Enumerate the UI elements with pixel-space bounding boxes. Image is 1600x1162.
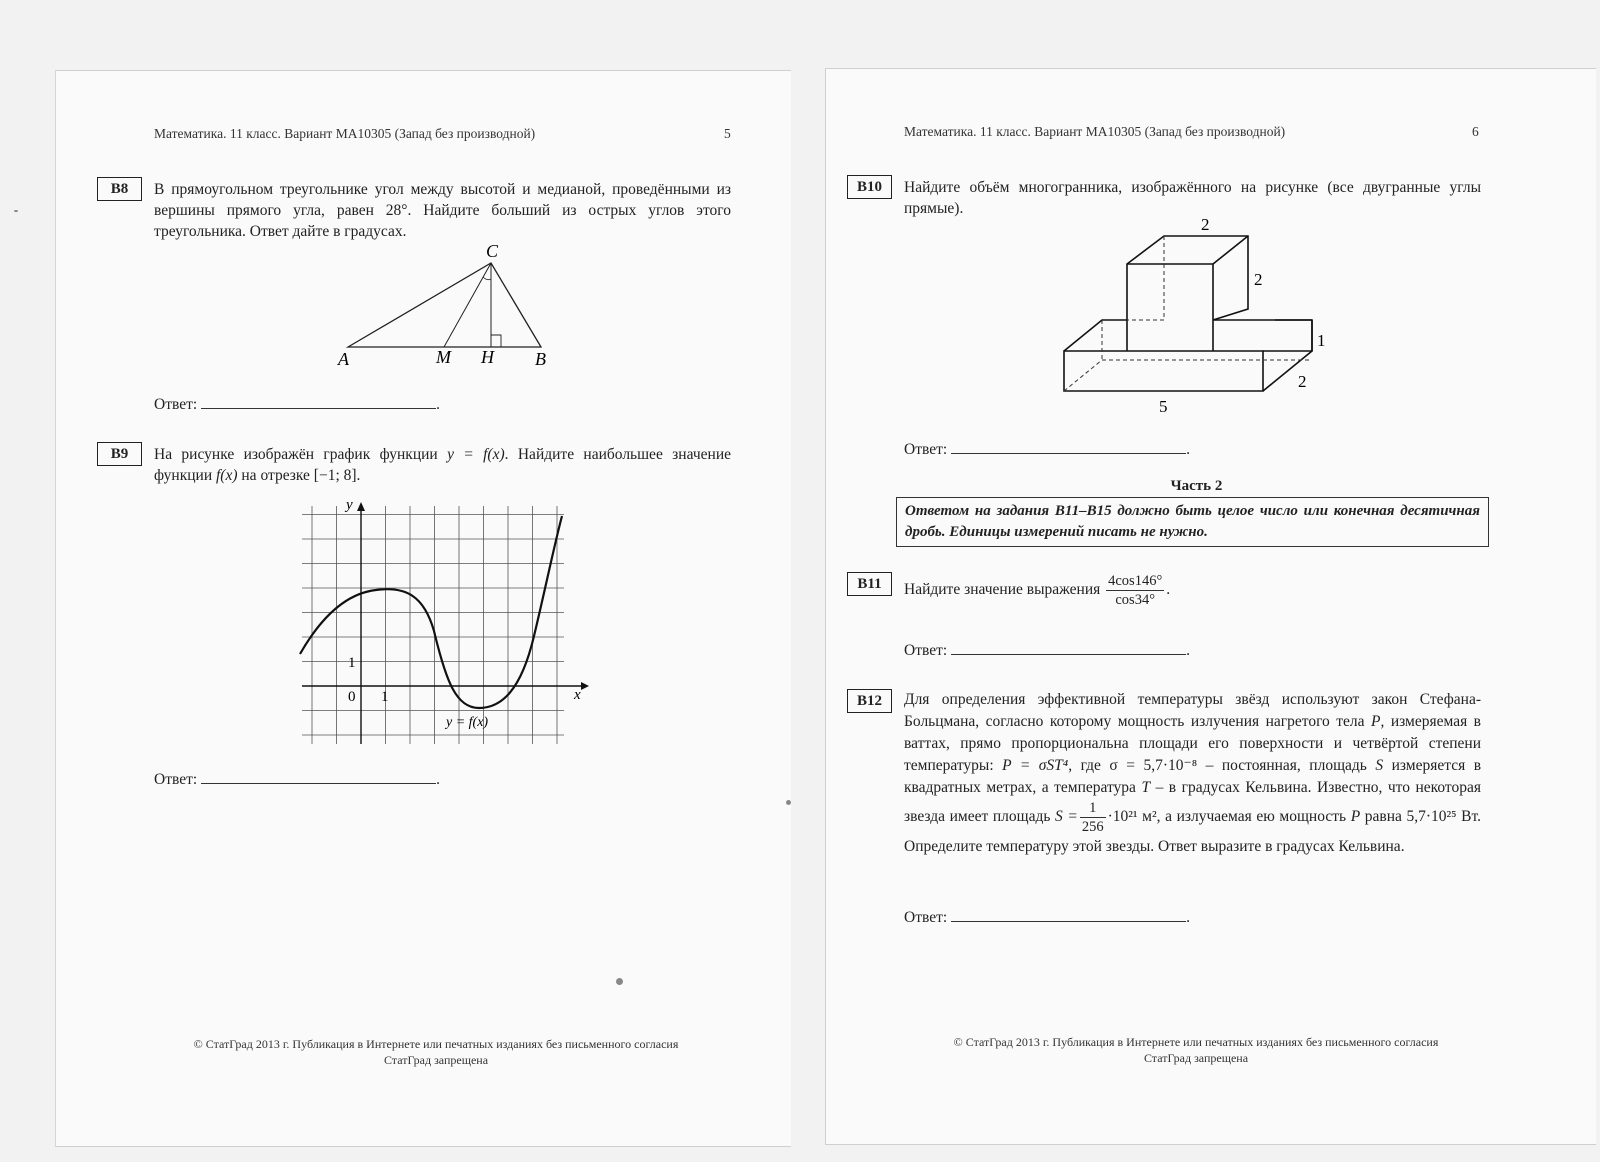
left-footer [136,1036,736,1068]
b11-answer: Ответ: . [904,642,1191,659]
b9-text-1: На рисунке изображён график функции [154,446,438,463]
b9-answer-label: Ответ: [154,771,198,788]
b11-tag: B11 [847,572,892,596]
left-page [55,70,791,1147]
left-footer-line1: © СтатГрад 2013 г. Публикация в Интернете или печатных изданиях без письменного согласия [193,1037,679,1051]
b9-fx: f(x) [216,467,238,484]
b8-answer-field[interactable] [201,394,436,409]
b9-answer: Ответ: . [154,771,441,788]
label-h: H [481,347,494,367]
b9-text-3: на отрезке [241,467,310,484]
b8-tag: B8 [97,177,142,201]
b10-answer-field[interactable] [951,439,1186,454]
b12-var-p: P [1371,713,1381,730]
dim-depth: 2 [1298,372,1307,391]
b12-text [904,689,1481,858]
label-c: C [486,241,499,261]
scan-speck [786,800,791,805]
b11-answer-field[interactable] [951,640,1186,655]
b11-numerator: 4cos146° [1108,573,1163,589]
b10-answer: Ответ: . [904,441,1191,458]
b11-answer-label: Ответ: [904,642,948,659]
part2-title: Часть 2 [1170,478,1223,494]
b12-tag: B12 [847,689,892,713]
y-axis-arrow [357,502,365,511]
b10-answer-label: Ответ: [904,441,948,458]
b12-p7: равна 5,7·10²⁵ Вт. Определите температуру этой звезды. Ответ выразите в градусах Кельвина. [904,808,1482,855]
right-footer-line2: СтатГрад запрещена [1143,1051,1249,1065]
b12-p1: Для определения эффективной температуры звёзд используют закон Стефана-Больцмана, согласно которому мощность излучения нагретого тела [904,691,1481,730]
dim-top: 2 [1201,215,1210,234]
polyhedron-hidden-edges [1064,236,1312,391]
label-m: M [436,347,451,367]
b12-var-p2: P [1350,808,1361,826]
part2-note: Ответом на задания В11–В15 должно быть целое число или конечная десятичная дробь. Единицы измерений писать не нужно. [896,497,1489,547]
b12-var-s: S [1375,757,1384,774]
right-angle-mark [491,335,501,347]
right-page-header: Математика. 11 класс. Вариант МА10305 (Запад без производной) [904,124,1286,139]
function-curve [300,516,562,708]
dim-length: 5 [1159,397,1168,416]
b8-triangle-figure [336,241,576,371]
b10-polyhedron-figure [1051,214,1341,419]
b9-answer-field[interactable] [201,769,436,784]
b11-denominator: cos34° [1115,592,1156,608]
b9-func: y = f(x) [447,446,505,463]
b10-text: Найдите объём многогранника, изображённого на рисунке (все двугранные углы прямые). [904,179,1481,217]
left-footer-line2: СтатГрад запрещена [383,1053,489,1067]
b9-tag: B9 [97,442,142,466]
polyhedron-edges [1064,236,1312,391]
right-page [825,68,1596,1145]
b9-interval: [−1; 8] [313,467,357,484]
b12-answer: Ответ: . [904,909,1191,926]
angle-arc [483,277,491,280]
b12-p3: , где σ = 5,7·10⁻⁸ – постоянная, площадь [1068,757,1367,774]
b12-s-rest: ·10²¹ м², а [1107,808,1172,826]
curve-label: y = f(x) [446,715,489,730]
origin-label: 0 [348,689,356,705]
b8-answer-label: Ответ: [154,396,198,413]
dim-height-lower: 1 [1317,331,1326,350]
b10-tag: B10 [847,175,892,199]
triangle-abc [348,263,541,347]
b12-s-num: 1 [1080,799,1106,818]
right-footer [896,1034,1496,1066]
b12-p6: излучаемая ею мощность [1176,808,1347,826]
x-axis-arrow [581,682,589,690]
b11-end: . [1166,581,1171,599]
median-cm [444,263,491,347]
b9-text-2: . Найдите наибольшее значение функции [154,446,731,484]
dim-height-upper: 2 [1254,270,1263,289]
b12-answer-field[interactable] [951,907,1186,922]
unit-x-label: 1 [381,689,389,705]
b12-var-t: T [1141,779,1151,796]
b11-fraction [1106,572,1164,609]
b9-text [154,444,731,486]
b12-answer-label: Ответ: [904,909,948,926]
x-axis-label: x [574,687,581,703]
b12-p2: , измеряемая в ваттах, прямо пропорциональна площади его поверхности и четвёртой степени температуры: [904,713,1481,774]
y-axis-label: y [346,497,353,513]
b11-text-label: Найдите значение выражения [904,581,1101,599]
b9-graph [296,496,596,751]
b12-p4: измеряется в квадратных метрах, а температура [904,757,1482,796]
right-footer-line1: © СтатГрад 2013 г. Публикация в Интернете или печатных изданиях без письменного согласия [953,1035,1439,1049]
scan-speck [616,978,623,985]
b12-formula: P = σST⁴ [1002,757,1069,774]
b12-s-fraction [1080,799,1106,836]
b8-text: В прямоугольном треугольнике угол между высотой и медианой, проведёнными из вершины прямого угла, равен 28°. Найдите больший из острых углов этого треугольника. Ответ дайте в градусах. [154,181,731,240]
b8-answer: Ответ: . [154,396,441,413]
unit-y-label: 1 [348,655,356,671]
left-page-header: Математика. 11 класс. Вариант МА10305 (Запад без производной) [154,126,536,141]
label-a: A [338,349,349,369]
b11-text [904,572,1481,609]
b12-p5: – в градусах Кельвина. Известно, что некоторая звезда имеет площадь [904,779,1482,826]
b12-s-eq: S = [1055,808,1078,826]
left-page-number: 5 [724,126,731,141]
b12-s-den: 256 [1081,819,1104,835]
label-b: B [535,349,546,369]
right-page-number: 6 [1472,124,1479,139]
b9-text-4: . [356,467,361,484]
scan-speck [14,210,18,212]
